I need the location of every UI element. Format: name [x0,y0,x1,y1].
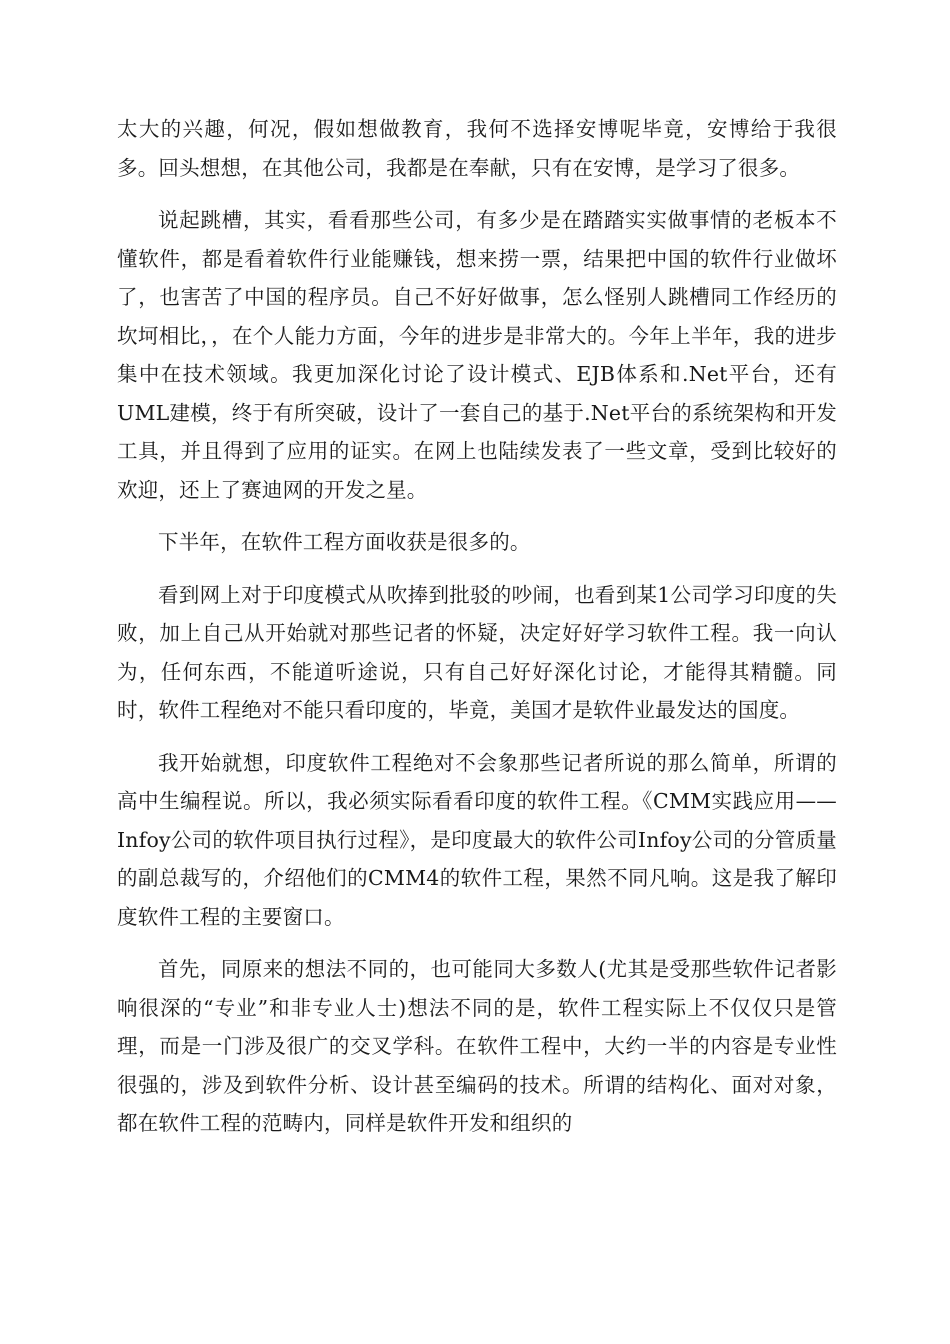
paragraph-5: 我开始就想，印度软件工程绝对不会象那些记者所说的那么简单，所谓的高中生编程说。所以，我必须实际看看印度的软件工程。《CMM实践应用——Infoy公司的软件项目执行过程》，是印度最大的软件公司Infoy公司的分管质量的副总裁写的，介绍他们的CMM4的软件工程，果然不同凡响。这是我了解印度软件工程的主要窗口。 [117,750,837,929]
paragraph-6: 首先，同原来的想法不同的，也可能同大多数人(尤其是受那些软件记者影响很深的“专业”和非专业人士)想法不同的是，软件工程实际上不仅仅只是管理，而是一门涉及很广的交叉学科。在软件工程中，大约一半的内容是专业性很强的，涉及到软件分析、设计甚至编码的技术。所谓的结构化、面对对象，都在软件工程的范畴内，同样是软件开发和组织的 [117,957,837,1135]
document-body [117,110,837,1157]
paragraph-4: 看到网上对于印度模式从吹捧到批驳的吵闹，也看到某1公司学习印度的失败，加上自己从开始就对那些记者的怀疑，决定好好学习软件工程。我一向认为，任何东西，不能道听途说，只有自己好好深化讨论，才能得其精髓。同时，软件工程绝对不能只看印度的，毕竟，美国才是软件业最发达的国度。 [117,582,837,722]
paragraph-3: 下半年，在软件工程方面收获是很多的。 [158,530,531,554]
paragraph-2: 说起跳槽，其实，看看那些公司，有多少是在踏踏实实做事情的老板本不懂软件，都是看着软件行业能赚钱，想来捞一票，结果把中国的软件行业做坏了，也害苦了中国的程序员。自己不好好做事，怎么怪别人跳槽同工作经历的坎坷相比，，在个人能力方面，今年的进步是非常大的。今年上半年，我的进步集中在技术领域。我更加深化讨论了设计模式、EJB体系和.Net平台，还有UML建模，终于有所突破，设计了一套自己的基于.Net平台的系统架构和开发工具，并且得到了应用的证实。在网上也陆续发表了一些文章，受到比较好的欢迎，还上了赛迪网的开发之星。 [117,208,837,502]
paragraph-1: 太大的兴趣，何况，假如想做教育，我何不选择安博呢毕竟，安博给于我很多。回头想想，在其他公司，我都是在奉献，只有在安博，是学习了很多。 [117,117,837,180]
